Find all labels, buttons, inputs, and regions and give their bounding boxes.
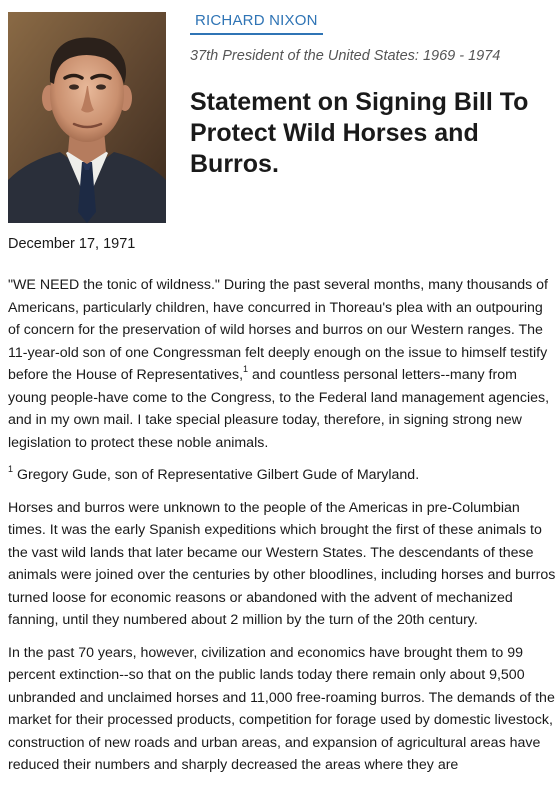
president-portrait-icon [8,12,166,223]
footnote [8,464,556,487]
document-date: December 17, 1971 [8,236,136,252]
president-term: 37th President of the United States: 1969 - 1974 [190,48,501,64]
footnote-number: 1 [8,464,14,475]
paragraph-2: Horses and burros were unknown to the people of the Americas in pre-Columbian times. It was the early Spanish expeditions which brought the first of these animals to the vast wild lands that later became our Western States. The descendants of these animals were joined over the centuries by other bloodlines, including horses and burros turned loose for economic reasons or abandoned with the advent of mechanized fanning, until they numbered about 2 million by the turn of the 20th century. [8,499,556,628]
document-title: Statement on Signing Bill To Protect Wild Horses and Burros. [190,88,529,178]
footnote-text: Gregory Gude, son of Representative Gilbert Gude of Maryland. [13,467,420,483]
paragraph-1-text-after-note: and countless personal letters--many from young people-have come to the Congress, to the Federal land management agencies, and in my own mail. I take special pleasure today, therefore, in signing strong new legislation to protect these noble animals. [8,367,550,451]
paragraph-3: In the past 70 years, however, civilization and economics have brought them to 99 percent extinction--so that on the public lands today there remain only about 9,500 unbranded and unclaimed horses and 11,000 free-roaming burros. The demands of the market for their processed products, competition for forage used by domestic livestock, construction of new roads and urban areas, and expansion of agricultural areas have reduced their numbers and sharply decreased the areas where they are [8,644,555,773]
paragraph-1 [8,274,556,454]
paragraph-1-text-before-note: "WE NEED the tonic of wildness." During the past several months, many thousands of Americans, particularly children, have concurred in Thoreau's plea with an outpouring of concern for the preservation of wild horses and burros on our Western ranges. The 11-year-old son of one Congressman felt deeply enough on the issue to himself testify before the House of Representatives, [8,277,548,383]
footnote-reference[interactable]: 1 [243,364,249,375]
document-body [8,274,556,787]
document-header [0,0,560,230]
president-name-link[interactable]: RICHARD NIXON [190,9,323,35]
